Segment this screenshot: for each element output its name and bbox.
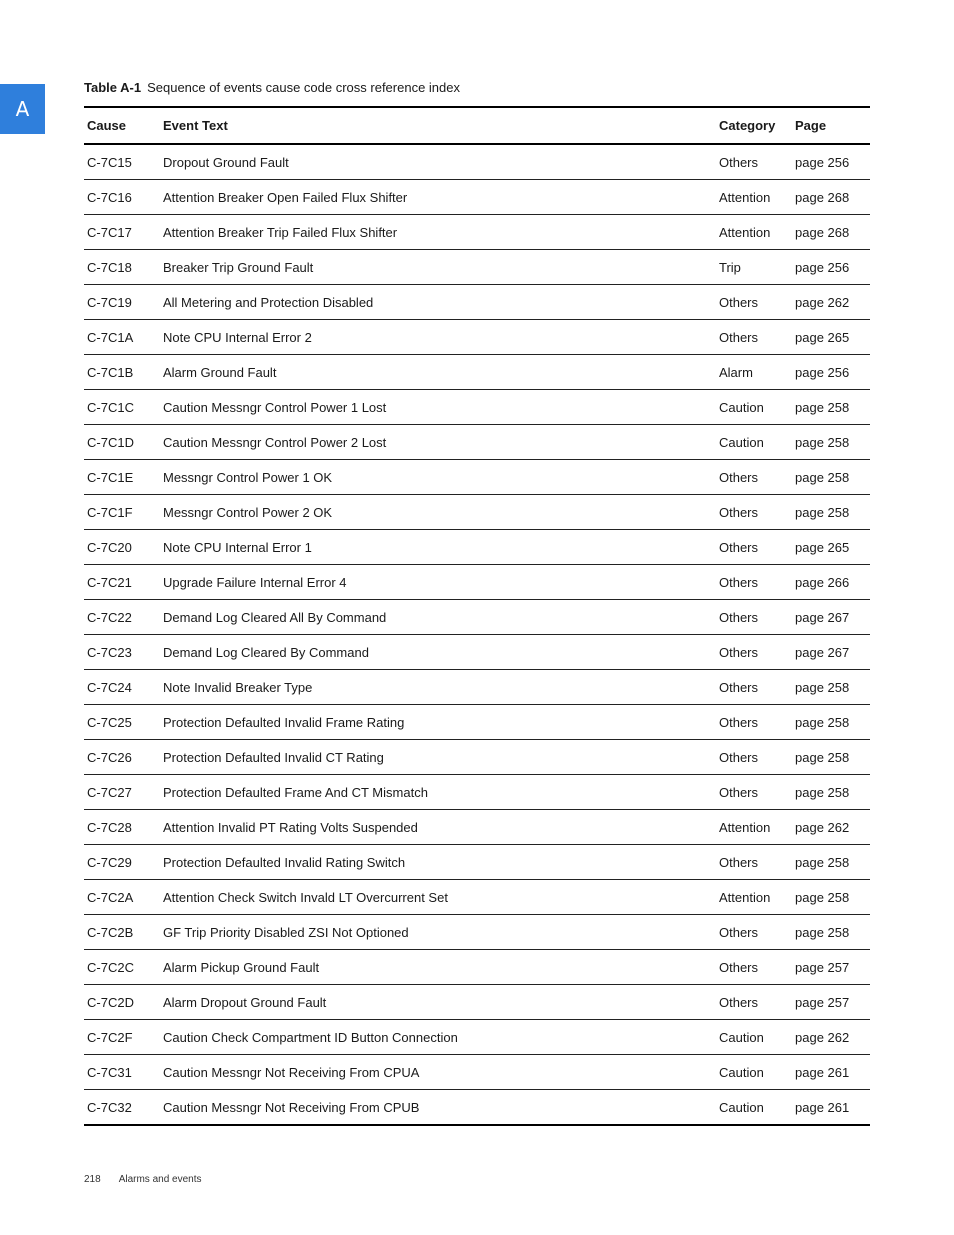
cell-page: page 258: [792, 845, 870, 880]
cell-event-text: Protection Defaulted Frame And CT Mismatch: [160, 775, 716, 810]
table-row: [84, 1090, 870, 1126]
table-row: [84, 880, 870, 915]
cell-event-text: Protection Defaulted Invalid Rating Switch: [160, 845, 716, 880]
table-row: [84, 985, 870, 1020]
cell-cause: C-7C18: [84, 250, 160, 285]
table-row: [84, 144, 870, 180]
cell-category: Others: [716, 285, 792, 320]
appendix-tab-letter: A: [15, 97, 30, 121]
cell-cause: C-7C21: [84, 565, 160, 600]
cell-event-text: Caution Messngr Control Power 1 Lost: [160, 390, 716, 425]
cell-page: page 268: [792, 215, 870, 250]
table-row: [84, 355, 870, 390]
cell-page: page 258: [792, 705, 870, 740]
cell-page: page 265: [792, 320, 870, 355]
table-header-row: [84, 107, 870, 144]
table-row: [84, 635, 870, 670]
table-row: [84, 670, 870, 705]
cell-cause: C-7C25: [84, 705, 160, 740]
cell-event-text: Demand Log Cleared All By Command: [160, 600, 716, 635]
cell-cause: C-7C17: [84, 215, 160, 250]
cell-category: Others: [716, 635, 792, 670]
cell-cause: C-7C2A: [84, 880, 160, 915]
cell-cause: C-7C1A: [84, 320, 160, 355]
cell-event-text: Note Invalid Breaker Type: [160, 670, 716, 705]
table-row: [84, 425, 870, 460]
cell-event-text: Protection Defaulted Invalid Frame Rating: [160, 705, 716, 740]
cell-category: Caution: [716, 425, 792, 460]
cell-page: page 268: [792, 180, 870, 215]
cell-category: Others: [716, 495, 792, 530]
cell-event-text: Attention Breaker Trip Failed Flux Shifter: [160, 215, 716, 250]
cell-event-text: Upgrade Failure Internal Error 4: [160, 565, 716, 600]
footer-page-number: 218: [84, 1174, 101, 1185]
cell-category: Others: [716, 600, 792, 635]
cell-event-text: Dropout Ground Fault: [160, 144, 716, 180]
cell-page: page 258: [792, 425, 870, 460]
appendix-tab: [0, 84, 45, 134]
table-body: [84, 144, 870, 1125]
cell-cause: C-7C1D: [84, 425, 160, 460]
cell-cause: C-7C1C: [84, 390, 160, 425]
table-row: [84, 285, 870, 320]
cell-category: Others: [716, 775, 792, 810]
table-row: [84, 565, 870, 600]
cell-event-text: Caution Messngr Not Receiving From CPUA: [160, 1055, 716, 1090]
cell-page: page 267: [792, 600, 870, 635]
table-row: [84, 390, 870, 425]
cell-category: Attention: [716, 215, 792, 250]
cell-event-text: Caution Messngr Not Receiving From CPUB: [160, 1090, 716, 1126]
table-row: [84, 215, 870, 250]
table-row: [84, 705, 870, 740]
cell-cause: C-7C16: [84, 180, 160, 215]
cell-cause: C-7C20: [84, 530, 160, 565]
cell-page: page 258: [792, 915, 870, 950]
cell-category: Attention: [716, 810, 792, 845]
page-footer: [84, 1174, 202, 1185]
cell-page: page 258: [792, 495, 870, 530]
header-page: Page: [792, 107, 870, 144]
cell-page: page 256: [792, 355, 870, 390]
cell-event-text: Alarm Dropout Ground Fault: [160, 985, 716, 1020]
cell-category: Attention: [716, 880, 792, 915]
cell-event-text: Note CPU Internal Error 2: [160, 320, 716, 355]
table-row: [84, 1020, 870, 1055]
header-cause: Cause: [84, 107, 160, 144]
cell-page: page 261: [792, 1055, 870, 1090]
cell-event-text: Note CPU Internal Error 1: [160, 530, 716, 565]
cell-cause: C-7C1B: [84, 355, 160, 390]
cell-page: page 257: [792, 985, 870, 1020]
cell-category: Others: [716, 565, 792, 600]
cell-page: page 258: [792, 670, 870, 705]
cell-page: page 256: [792, 144, 870, 180]
header-category: Category: [716, 107, 792, 144]
cell-cause: C-7C2C: [84, 950, 160, 985]
cell-cause: C-7C32: [84, 1090, 160, 1126]
table-row: [84, 530, 870, 565]
cell-page: page 261: [792, 1090, 870, 1126]
cell-cause: C-7C31: [84, 1055, 160, 1090]
table-caption-label: Table A-1: [84, 80, 142, 95]
cell-event-text: Attention Check Switch Invald LT Overcurrent Set: [160, 880, 716, 915]
cell-category: Caution: [716, 1020, 792, 1055]
table-row: [84, 1055, 870, 1090]
cell-page: page 257: [792, 950, 870, 985]
table-caption: [84, 80, 460, 95]
cell-page: page 262: [792, 285, 870, 320]
cell-cause: C-7C1E: [84, 460, 160, 495]
cell-page: page 262: [792, 810, 870, 845]
cell-event-text: Caution Check Compartment ID Button Connection: [160, 1020, 716, 1055]
table-row: [84, 320, 870, 355]
cell-event-text: Breaker Trip Ground Fault: [160, 250, 716, 285]
cell-cause: C-7C28: [84, 810, 160, 845]
cell-event-text: Demand Log Cleared By Command: [160, 635, 716, 670]
cell-event-text: Attention Invalid PT Rating Volts Suspended: [160, 810, 716, 845]
cell-category: Caution: [716, 1055, 792, 1090]
cell-cause: C-7C24: [84, 670, 160, 705]
cell-category: Alarm: [716, 355, 792, 390]
table-row: [84, 740, 870, 775]
cell-event-text: Protection Defaulted Invalid CT Rating: [160, 740, 716, 775]
cell-page: page 266: [792, 565, 870, 600]
cell-category: Caution: [716, 1090, 792, 1126]
cell-page: page 258: [792, 740, 870, 775]
cell-cause: C-7C22: [84, 600, 160, 635]
cell-event-text: GF Trip Priority Disabled ZSI Not Optioned: [160, 915, 716, 950]
cell-cause: C-7C27: [84, 775, 160, 810]
cell-cause: C-7C2F: [84, 1020, 160, 1055]
table-row: [84, 845, 870, 880]
footer-section: Alarms and events: [118, 1174, 202, 1185]
cell-category: Others: [716, 460, 792, 495]
cell-cause: C-7C26: [84, 740, 160, 775]
header-event-text: Event Text: [160, 107, 716, 144]
cell-event-text: Alarm Ground Fault: [160, 355, 716, 390]
cell-cause: C-7C23: [84, 635, 160, 670]
table-row: [84, 460, 870, 495]
cell-cause: C-7C29: [84, 845, 160, 880]
table-row: [84, 950, 870, 985]
cell-category: Caution: [716, 390, 792, 425]
table-row: [84, 775, 870, 810]
cell-page: page 267: [792, 635, 870, 670]
cell-event-text: Alarm Pickup Ground Fault: [160, 950, 716, 985]
cell-event-text: Attention Breaker Open Failed Flux Shifter: [160, 180, 716, 215]
cause-code-table: [84, 106, 870, 1126]
cell-category: Others: [716, 985, 792, 1020]
cell-category: Others: [716, 320, 792, 355]
cell-cause: C-7C15: [84, 144, 160, 180]
cell-category: Others: [716, 950, 792, 985]
cell-page: page 258: [792, 880, 870, 915]
table-row: [84, 810, 870, 845]
cell-category: Trip: [716, 250, 792, 285]
table-row: [84, 250, 870, 285]
table-row: [84, 180, 870, 215]
cell-cause: C-7C2B: [84, 915, 160, 950]
cell-page: page 258: [792, 775, 870, 810]
cell-category: Others: [716, 705, 792, 740]
cell-cause: C-7C1F: [84, 495, 160, 530]
cell-category: Others: [716, 740, 792, 775]
cell-page: page 258: [792, 460, 870, 495]
cell-event-text: Messngr Control Power 1 OK: [160, 460, 716, 495]
cell-event-text: All Metering and Protection Disabled: [160, 285, 716, 320]
table-caption-text: Sequence of events cause code cross reference index: [147, 80, 460, 95]
cell-category: Others: [716, 530, 792, 565]
cell-category: Attention: [716, 180, 792, 215]
cell-page: page 265: [792, 530, 870, 565]
cell-page: page 258: [792, 390, 870, 425]
cell-page: page 256: [792, 250, 870, 285]
cell-cause: C-7C2D: [84, 985, 160, 1020]
cell-page: page 262: [792, 1020, 870, 1055]
cell-cause: C-7C19: [84, 285, 160, 320]
table-row: [84, 915, 870, 950]
cell-category: Others: [716, 144, 792, 180]
table-row: [84, 495, 870, 530]
cell-event-text: Messngr Control Power 2 OK: [160, 495, 716, 530]
cell-category: Others: [716, 670, 792, 705]
table-row: [84, 600, 870, 635]
cell-category: Others: [716, 845, 792, 880]
cell-event-text: Caution Messngr Control Power 2 Lost: [160, 425, 716, 460]
cell-category: Others: [716, 915, 792, 950]
